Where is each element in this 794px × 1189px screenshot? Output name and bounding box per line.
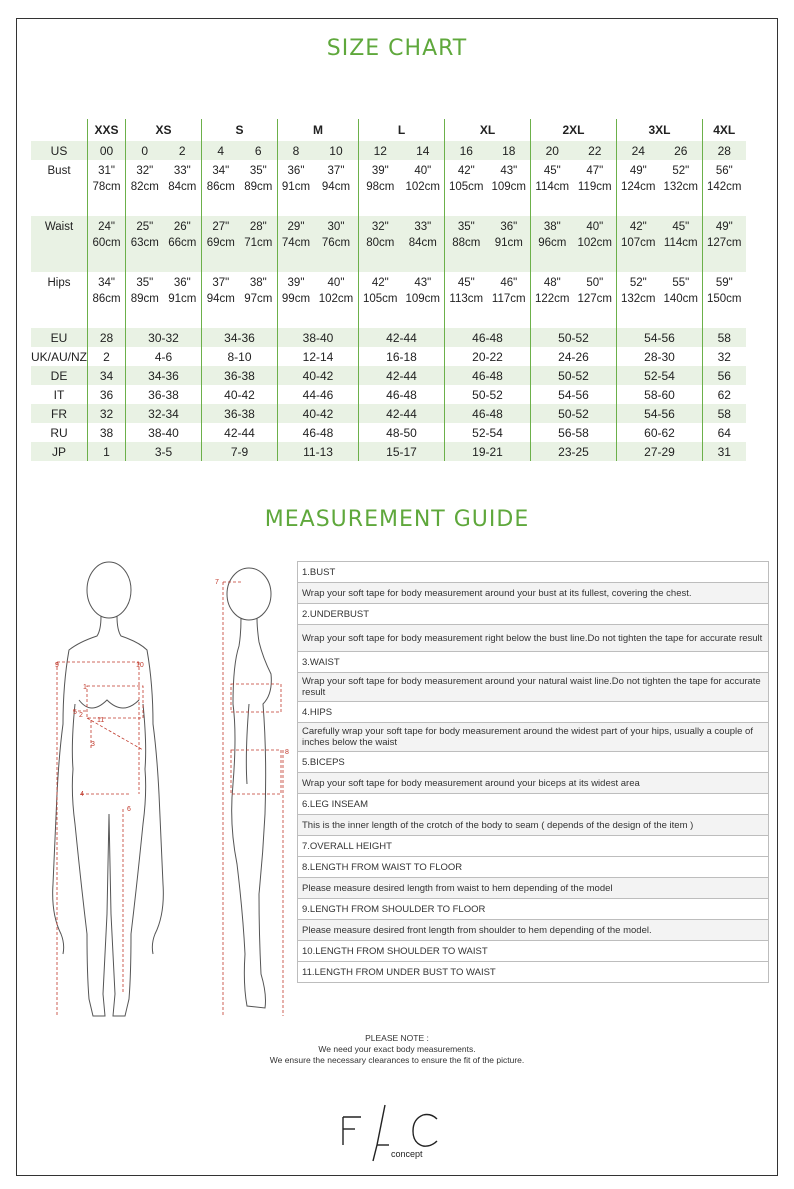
measure-cell: 46" 117cm (491, 277, 526, 305)
size-header-S: S (202, 119, 278, 141)
note-heading: PLEASE NOTE : (365, 1033, 429, 1043)
us-size-cell: 28 (703, 141, 746, 160)
guide-description: Wrap your soft tape for body measurement around your biceps at its widest area (298, 773, 769, 794)
note-line-2: We ensure the necessary clearances to ensure the fit of the picture. (269, 1055, 525, 1065)
row-label: JP (31, 442, 88, 461)
guide-description: Please measure desired length from waist to hem depending of the model (298, 878, 769, 899)
us-size-row (31, 141, 746, 160)
guide-description: Wrap your soft tape for body measurement right below the bust line.Do not tighten the tape for accurate result (298, 625, 769, 652)
us-size-cell: 24 (617, 141, 660, 160)
conversion-cell: 11-13 (278, 442, 359, 461)
measure-cell: 50" 127cm (577, 277, 613, 305)
row-label: EU (31, 328, 88, 347)
measure-cell: 45" 114cm (660, 216, 703, 272)
conversion-cell: 42-44 (202, 423, 278, 442)
guide-heading-row (298, 702, 769, 723)
measure-cell: 40" 102cm (574, 216, 617, 272)
conversion-cell: 46-48 (445, 366, 531, 385)
measure-cell: 49" 124cm (617, 160, 660, 216)
conversion-cell: 16-18 (359, 347, 445, 366)
conversion-row-eu (31, 328, 746, 347)
conversion-cell: 24-26 (531, 347, 617, 366)
us-size-cell: 20 (531, 141, 574, 160)
guide-heading: 1.BUST (298, 562, 769, 583)
side-marker-7: 7 (215, 579, 219, 586)
conversion-cell: 52-54 (617, 366, 703, 385)
measure-cell: 43" 109cm (405, 277, 441, 305)
guide-heading: 5.BICEPS (298, 752, 769, 773)
please-note (17, 1033, 777, 1066)
measure-cell: 40" 102cm (405, 165, 441, 193)
conversion-cell: 54-56 (617, 404, 703, 423)
measure-cell: 38" 96cm (531, 216, 574, 272)
conversion-cell: 46-48 (445, 404, 531, 423)
conversion-cell: 50-52 (445, 385, 531, 404)
front-marker-4: 4 (80, 791, 84, 798)
row-label: UK/AU/NZ (31, 349, 88, 364)
front-marker-6: 6 (127, 806, 131, 813)
measure-cell: 36" 91cm (278, 160, 314, 216)
guide-heading-row (298, 836, 769, 857)
measure-cell: 37" 94cm (321, 165, 351, 193)
size-chart-page (16, 18, 778, 1176)
conversion-cell: 44-46 (278, 385, 359, 404)
measure-cell: 43" 109cm (491, 165, 527, 193)
guide-description-row (298, 723, 769, 752)
measure-row-hips (31, 272, 746, 328)
guide-description: Wrap your soft tape for body measurement around your natural waist line.Do not tighten the tape for accurate result (298, 673, 769, 702)
measure-cell: 56" 142cm (703, 160, 746, 216)
measure-cell: 52" 132cm (663, 165, 699, 193)
conversion-cell: 46-48 (278, 423, 359, 442)
size-header-L: L (359, 119, 445, 141)
conversion-row-jp (31, 442, 746, 461)
conversion-row-ru (31, 423, 746, 442)
conversion-row-fr (31, 404, 746, 423)
conversion-cell: 30-32 (126, 328, 202, 347)
us-size-cell: 22 (574, 141, 617, 160)
measure-cell: 36" 91cm (488, 216, 531, 272)
guide-heading: 11.LENGTH FROM UNDER BUST TO WAIST (298, 962, 769, 983)
measure-cell: 40" 102cm (318, 277, 354, 305)
conversion-cell: 40-42 (202, 385, 278, 404)
conversion-cell: 56 (703, 366, 746, 385)
note-line-1: We need your exact body measurements. (318, 1044, 476, 1054)
guide-heading-row (298, 752, 769, 773)
measure-cell: 29" 74cm (278, 216, 314, 272)
size-chart-table (31, 119, 746, 461)
size-chart-title: SIZE CHART (326, 36, 468, 61)
us-size-cell: 12 (359, 141, 402, 160)
measure-cell: 38" 97cm (244, 277, 273, 305)
us-size-cell: 4 (202, 141, 240, 160)
guide-heading-row (298, 899, 769, 920)
conversion-cell: 32 (703, 347, 746, 366)
guide-description-row (298, 878, 769, 899)
front-marker-10: 10 (136, 662, 144, 669)
guide-heading: 4.HIPS (298, 702, 769, 723)
us-size-cell: 10 (314, 141, 359, 160)
conversion-cell: 3-5 (126, 442, 202, 461)
measure-cell: 42" 107cm (617, 216, 660, 272)
row-label: Waist (31, 216, 88, 272)
conversion-cell: 64 (703, 423, 746, 442)
measure-cell: 24" 60cm (88, 216, 126, 272)
conversion-cell: 38-40 (126, 423, 202, 442)
row-label: Hips (47, 277, 71, 289)
guide-heading: 6.LEG INSEAM (298, 794, 769, 815)
measure-cell: 47" 119cm (577, 165, 612, 193)
conversion-cell: 32 (88, 404, 126, 423)
row-label: DE (31, 366, 88, 385)
measure-cell: 27" 69cm (202, 216, 240, 272)
measure-cell: 45" 114cm (531, 160, 574, 216)
measure-cell: 45" 113cm (445, 272, 488, 328)
measure-cell: 33" 84cm (168, 165, 197, 193)
measure-cell: 37" 94cm (202, 272, 240, 328)
conversion-cell: 58 (703, 404, 746, 423)
conversion-cell: 46-48 (359, 385, 445, 404)
size-header-4XL: 4XL (703, 119, 746, 141)
measure-cell: 33" 84cm (402, 216, 445, 272)
conversion-row-it (31, 385, 746, 404)
guide-heading-row (298, 941, 769, 962)
conversion-cell: 28-30 (617, 347, 703, 366)
us-size-cell: 14 (402, 141, 445, 160)
size-header-XXS: XXS (88, 119, 126, 141)
measure-cell: 35" 88cm (445, 216, 488, 272)
us-size-cell: 8 (278, 141, 314, 160)
conversion-cell: 1 (88, 442, 126, 461)
row-label: RU (50, 425, 68, 440)
size-header-XS: XS (126, 119, 202, 141)
conversion-cell: 34-36 (126, 366, 202, 385)
guide-heading-row (298, 962, 769, 983)
guide-heading-row (298, 604, 769, 625)
front-marker-2: 2 (79, 712, 83, 719)
logo-subtitle: concept (391, 1149, 423, 1159)
conversion-cell: 36-38 (202, 404, 278, 423)
conversion-cell: 50-52 (531, 366, 617, 385)
guide-description: Wrap your soft tape for body measurement around your bust at its fullest, covering the chest. (298, 583, 769, 604)
measurement-guide-title: MEASUREMENT GUIDE (264, 507, 530, 532)
row-label: Bust (47, 165, 71, 177)
size-header-row (31, 119, 746, 141)
us-size-cell: 0 (126, 141, 164, 160)
conversion-row-de (31, 366, 746, 385)
conversion-cell: 28 (88, 328, 126, 347)
conversion-cell: 48-50 (359, 423, 445, 442)
measure-row-waist (31, 216, 746, 272)
measure-cell: 49" 127cm (703, 216, 746, 272)
front-marker-9: 9 (55, 662, 59, 669)
guide-description-row (298, 773, 769, 794)
us-size-cell: 6 (240, 141, 278, 160)
guide-description: Please measure desired front length from shoulder to hem depending of the model. (298, 920, 769, 941)
conversion-cell: 54-56 (531, 385, 617, 404)
conversion-cell: 36-38 (202, 366, 278, 385)
conversion-cell: 4-6 (126, 347, 202, 366)
guide-description-row (298, 920, 769, 941)
conversion-row-uk-au-nz (31, 347, 746, 366)
conversion-cell: 58-60 (617, 385, 703, 404)
size-header-2XL: 2XL (531, 119, 617, 141)
front-marker-11: 11 (97, 717, 105, 724)
guide-heading: 9.LENGTH FROM SHOULDER TO FLOOR (298, 899, 769, 920)
conversion-cell: 40-42 (278, 366, 359, 385)
conversion-cell: 52-54 (445, 423, 531, 442)
conversion-cell: 38 (88, 423, 126, 442)
conversion-cell: 50-52 (531, 328, 617, 347)
guide-description: Carefully wrap your soft tape for body measurement around the widest part of your hips, usually a couple of inches below the waist (298, 723, 769, 752)
conversion-cell: 58 (703, 328, 746, 347)
measure-cell: 42" 105cm (445, 160, 488, 216)
conversion-cell: 8-10 (202, 347, 278, 366)
conversion-cell: 60-62 (617, 423, 703, 442)
side-marker-8: 8 (285, 749, 289, 756)
conversion-cell: 36-38 (126, 385, 202, 404)
measure-cell: 28" 71cm (240, 216, 278, 272)
conversion-cell: 19-21 (445, 442, 531, 461)
conversion-cell: 42-44 (359, 404, 445, 423)
us-size-cell: 16 (445, 141, 488, 160)
conversion-cell: 31 (703, 442, 746, 461)
size-header-3XL: 3XL (617, 119, 703, 141)
measure-cell: 52" 132cm (617, 272, 660, 328)
size-header-M: M (278, 119, 359, 141)
row-label: IT (53, 387, 65, 402)
measure-cell: 35" 89cm (244, 165, 273, 193)
conversion-cell: 34 (88, 366, 126, 385)
measure-cell: 39" 98cm (359, 160, 402, 216)
measure-cell: 31" 78cm (88, 160, 126, 216)
measure-cell: 32" 80cm (359, 216, 402, 272)
conversion-cell: 2 (88, 347, 126, 366)
us-size-cell: 18 (488, 141, 531, 160)
guide-heading-row (298, 652, 769, 673)
measure-cell: 48" 122cm (531, 272, 574, 328)
guide-heading: 7.OVERALL HEIGHT (298, 836, 769, 857)
us-size-cell: 26 (660, 141, 703, 160)
measure-cell: 59" 150cm (703, 272, 746, 328)
guide-description-row (298, 673, 769, 702)
guide-heading: 10.LENGTH FROM SHOULDER TO WAIST (298, 941, 769, 962)
flc-concept-logo (339, 1101, 449, 1163)
front-marker-3: 3 (91, 741, 95, 748)
conversion-cell: 54-56 (617, 328, 703, 347)
conversion-cell: 42-44 (359, 366, 445, 385)
measure-cell: 34" 86cm (88, 272, 126, 328)
conversion-cell: 46-48 (445, 328, 531, 347)
front-marker-5: 5 (73, 709, 77, 716)
guide-heading: 3.WAIST (298, 652, 769, 673)
conversion-cell: 62 (703, 385, 746, 404)
size-header-blank (31, 119, 88, 141)
conversion-cell: 38-40 (278, 328, 359, 347)
guide-description-row (298, 583, 769, 604)
conversion-cell: 20-22 (445, 347, 531, 366)
measure-row-bust (31, 160, 746, 216)
measure-cell: 35" 89cm (126, 272, 164, 328)
guide-heading: 2.UNDERBUST (298, 604, 769, 625)
conversion-cell: 40-42 (278, 404, 359, 423)
measure-cell: 42" 105cm (359, 272, 402, 328)
conversion-cell: 42-44 (359, 328, 445, 347)
conversion-cell: 56-58 (531, 423, 617, 442)
measure-cell: 25" 63cm (126, 216, 164, 272)
us-size-cell: 2 (164, 141, 202, 160)
measure-cell: 32" 82cm (126, 160, 164, 216)
conversion-cell: 12-14 (278, 347, 359, 366)
size-header-XL: XL (445, 119, 531, 141)
us-size-cell: 00 (88, 141, 126, 160)
measure-cell: 34" 86cm (202, 160, 240, 216)
measure-cell: 26" 66cm (164, 216, 202, 272)
side-body-figure (193, 554, 293, 1024)
guide-description-row (298, 625, 769, 652)
measure-cell: 30" 76cm (314, 216, 359, 272)
guide-heading-row (298, 857, 769, 878)
conversion-cell: 36 (88, 385, 126, 404)
conversion-cell: 7-9 (202, 442, 278, 461)
measure-cell: 36" 91cm (168, 277, 197, 305)
guide-heading: 8.LENGTH FROM WAIST TO FLOOR (298, 857, 769, 878)
conversion-cell: 23-25 (531, 442, 617, 461)
conversion-cell: 50-52 (531, 404, 617, 423)
guide-description-row (298, 815, 769, 836)
measure-cell: 39" 99cm (278, 272, 314, 328)
measurement-guide-table (297, 561, 769, 983)
row-label: FR (31, 404, 88, 423)
conversion-cell: 34-36 (202, 328, 278, 347)
guide-heading-row (298, 794, 769, 815)
conversion-cell: 15-17 (359, 442, 445, 461)
row-label: US (31, 141, 88, 160)
front-marker-1: 1 (83, 684, 87, 691)
measure-cell: 55" 140cm (663, 277, 699, 305)
guide-heading-row (298, 562, 769, 583)
front-body-figure (35, 554, 165, 1024)
conversion-cell: 27-29 (617, 442, 703, 461)
guide-description: This is the inner length of the crotch of the body to seam ( depends of the design of the item ) (298, 815, 769, 836)
conversion-cell: 32-34 (126, 404, 202, 423)
